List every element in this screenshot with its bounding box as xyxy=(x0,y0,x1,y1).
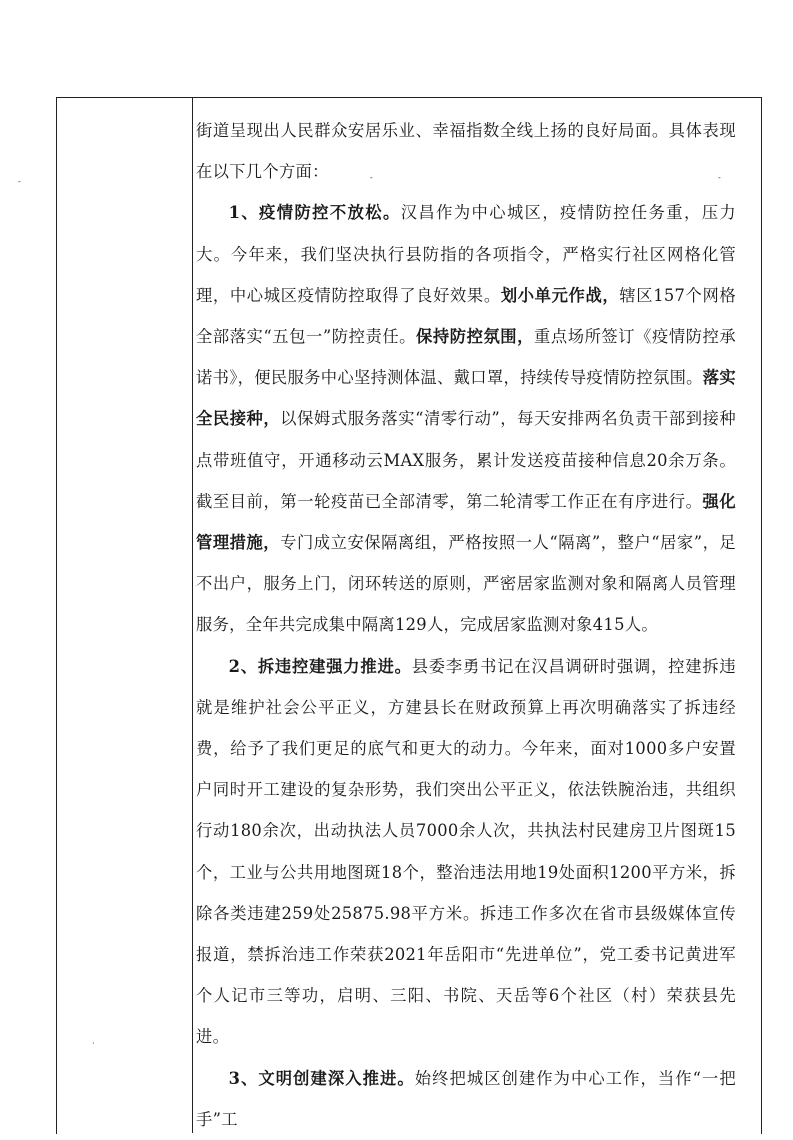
scan-mark: - xyxy=(370,173,373,182)
bold-heading-text: 3、文明创建深入推进。 xyxy=(228,1068,415,1088)
bold-heading-text: 1、疫情防控不放松。 xyxy=(228,203,401,223)
body-text: 以保姆式服务落实“清零行动”，每天安排两名负责干部到接种点带班值守，开通移动云MAX服务，累计发送疫苗接种信息20余万条。截至目前，第一轮疫苗已全部清零，第二轮清零工作正在有序进行。 xyxy=(196,409,736,511)
scan-mark: · xyxy=(92,1039,95,1048)
column-divider xyxy=(192,97,193,1133)
paragraph xyxy=(196,646,736,1058)
paragraph xyxy=(196,192,736,645)
body-text: 专门成立安保隔离组，严格按照一人“隔离”，整户“居家”，足不出户，服务上门，闭环转送的原则，严密居家监测对象和隔离人员管理服务，全年共完成集中隔离129人，完成居家监测对象415人。 xyxy=(196,533,736,635)
bold-heading-text: 划小单元作战， xyxy=(500,285,620,305)
paragraph xyxy=(196,110,736,192)
body-text: 街道呈现出人民群众安居乐业、幸福指数全线上扬的良好局面。具体表现在以下几个方面： xyxy=(196,121,736,182)
paragraph xyxy=(196,1058,736,1140)
scan-mark: - xyxy=(18,177,21,186)
bold-heading-text: 2、拆违控建强力推进。 xyxy=(228,656,412,676)
body-text: 汉昌作为中心城区，疫情防控任务重，压力大。今年来，我们坚决执行县防指的各项指令，严格实行社区网格化管理，中心城区疫情防控取得了良好效果。 xyxy=(196,203,736,305)
body-text: 始终把城区创建作为中心工作，当作“一把手”工 xyxy=(196,1068,736,1129)
body-text: 县委李勇书记在汉昌调研时强调，控建拆违就是维护社会公平正义，方建县长在财政预算上再次明确落实了拆违经费，给予了我们更足的底气和更大的动力。今年来，面对1000多户安置户同时开工建设的复杂形势，我们突出公平正义，依法铁腕治违，共组织行动180余次，出动执法人员7000余人次，共执法村民建房卫片图斑15个，工业与公共用地图斑18个，整治违法用地19处面积1200平方米，拆除各类违建259处25875.98平方米。拆违工作多次在省市县级媒体宣传报道，禁拆治违工作荣获2021年岳阳市“先进单位”，党工委书记黄进军个人记市三等功，启明、三阳、书院、天岳等6个社区（村）荣获县先进。 xyxy=(196,656,737,1047)
body-text: 辖区157个网格全部落实“五包一”防控责任。 xyxy=(196,285,737,347)
document-body xyxy=(196,110,736,1140)
body-text: 重点场所签订《疫情防控承诺书》，便民服务中心坚持测体温、戴口罩，持续传导疫情防控氛围。 xyxy=(196,327,736,388)
bold-heading-text: 强化管理措施， xyxy=(196,491,736,553)
scan-mark: - xyxy=(718,173,721,182)
bold-heading-text: 保持防控氛围， xyxy=(416,327,535,347)
bold-heading-text: 落实全民接种， xyxy=(196,368,736,429)
